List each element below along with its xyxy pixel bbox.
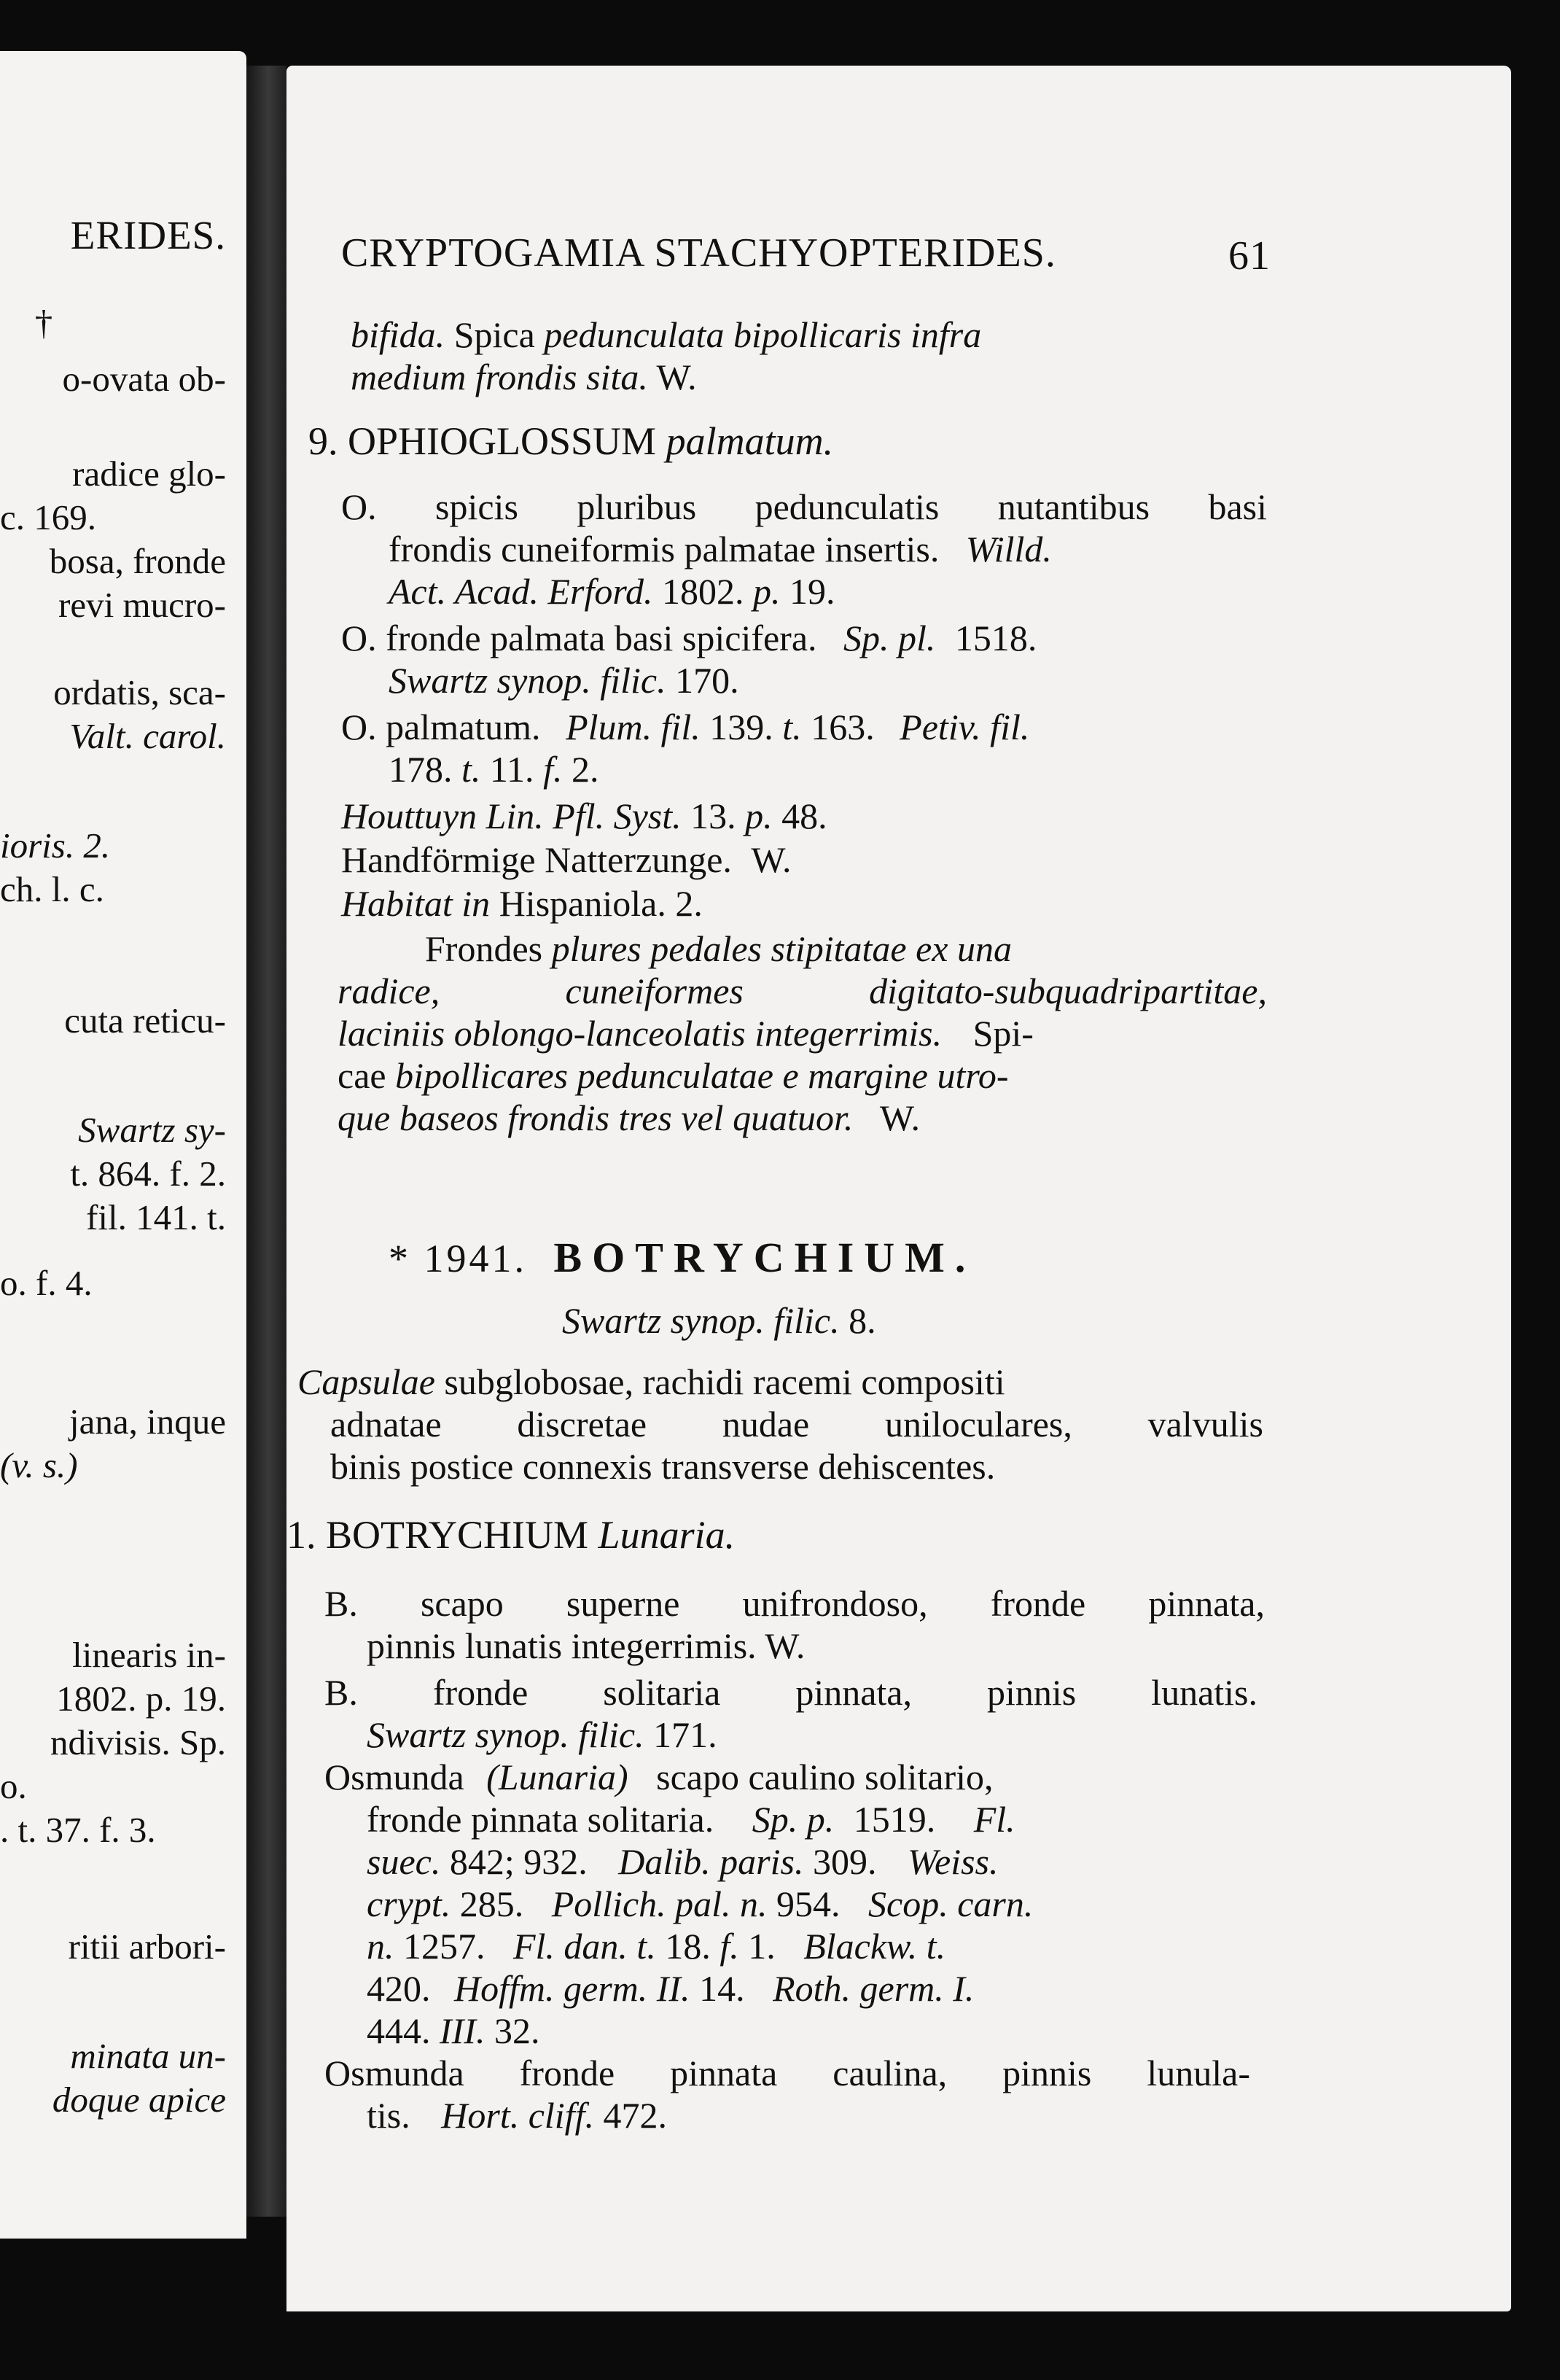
left-fragment: doque apice <box>52 2080 226 2120</box>
left-fragment: † <box>34 303 53 343</box>
synonym-line: pinnis lunatis integerrimis. W. <box>367 1625 806 1666</box>
continuation-line: bifida. Spica pedunculata bipollicaris infra <box>351 314 982 355</box>
description-line: cae bipollicares pedunculatae e margine utro- <box>338 1055 1009 1096</box>
synonym-line: Osmunda (Lunaria) scapo caulino solitario, <box>324 1757 994 1797</box>
synonym-line: B. scapo superne unifrondoso, fronde pinnata, <box>324 1583 1265 1624</box>
left-fragment: ordatis, sca- <box>53 672 226 712</box>
synonym-line: suec. 842; 932. Dalib. paris. 309. Weiss. <box>367 1841 999 1882</box>
right-page <box>286 66 1511 2311</box>
left-fragment: o. <box>0 1766 27 1806</box>
synonym-line: n. 1257. Fl. dan. t. 18. f. 1. Blackw. t. <box>367 1926 946 1967</box>
left-fragment: ritii arbori- <box>68 1926 226 1967</box>
page-number: 61 <box>1228 233 1271 279</box>
left-fragment: . t. 37. f. 3. <box>0 1810 156 1850</box>
left-fragment: fil. 141. t. <box>86 1197 226 1237</box>
synonym-line: crypt. 285. Pollich. pal. n. 954. Scop. carn. <box>367 1883 1034 1924</box>
book-spine-shadow <box>246 66 286 2217</box>
vernacular-name: Handförmige Natterzunge. W. <box>341 839 792 880</box>
left-fragment: ndivisis. Sp. <box>50 1722 226 1762</box>
left-running-head: ERIDES. <box>70 213 226 257</box>
reference-line: Houttuyn Lin. Pfl. Syst. 13. p. 48. <box>341 796 827 836</box>
left-fragment: ioris. 2. <box>0 825 111 866</box>
synonym-line: Swartz synop. filic. 171. <box>367 1714 717 1755</box>
genus-reference: Swartz synop. filic. 8. <box>562 1300 876 1341</box>
left-fragment: ch. l. c. <box>0 869 104 909</box>
species-heading: 9. OPHIOGLOSSUM palmatum. <box>308 419 834 463</box>
left-fragment: t. 864. f. 2. <box>70 1154 226 1194</box>
left-fragment: bosa, fronde <box>49 541 226 581</box>
synonym-line: B. fronde solitaria pinnata, pinnis lunatis. <box>324 1672 1257 1713</box>
genus-character: binis postice connexis transverse dehiscentes. <box>330 1446 996 1487</box>
description-line: que baseos frondis tres vel quatuor. W. <box>338 1097 920 1138</box>
synonym-line: O. spicis pluribus pedunculatis nutantibus basi <box>341 486 1267 527</box>
genus-character: adnatae discretae nudae uniloculares, valvulis <box>330 1404 1263 1444</box>
left-fragment: o-ovata ob- <box>62 359 226 399</box>
left-fragment: 1802. p. 19. <box>56 1679 226 1719</box>
left-fragment: Swartz sy- <box>78 1110 226 1150</box>
habitat-line: Habitat in Hispaniola. 2. <box>341 883 703 924</box>
synonym-line: Osmunda fronde pinnata caulina, pinnis lunula- <box>324 2053 1250 2093</box>
synonym-line: frondis cuneiformis palmatae insertis. Willd. <box>389 529 1052 569</box>
synonym-line: 178. t. 11. f. 2. <box>389 749 599 790</box>
left-fragment: (v. s.) <box>0 1445 78 1485</box>
left-page-fragment <box>0 51 246 2239</box>
description-line: Frondes plures pedales stipitatae ex una <box>425 928 1012 969</box>
synonym-line: O. palmatum. Plum. fil. 139. t. 163. Petiv. fil. <box>341 707 1030 747</box>
synonym-line: 444. III. 32. <box>367 2010 540 2051</box>
synonym-line: 420. Hoffm. germ. II. 14. Roth. germ. I. <box>367 1968 975 2009</box>
left-fragment: o. f. 4. <box>0 1263 93 1303</box>
synonym-line: O. fronde palmata basi spicifera. Sp. pl. 1518. <box>341 618 1037 658</box>
synonym-line: tis. Hort. cliff. 472. <box>367 2095 667 2136</box>
synonym-line: Act. Acad. Erford. 1802. p. 19. <box>389 571 835 612</box>
left-fragment: Valt. carol. <box>69 716 226 756</box>
left-fragment: minata un- <box>70 2036 226 2076</box>
description-line: laciniis oblongo-lanceolatis integerrimis. Spi- <box>338 1013 1034 1054</box>
left-fragment: linearis in- <box>72 1635 226 1675</box>
description-line: radice, cuneiformes digitato-subquadripartitae, <box>338 971 1267 1011</box>
synonym-line: fronde pinnata solitaria. Sp. p. 1519. Fl. <box>367 1799 1015 1840</box>
species-heading: 1. BOTRYCHIUM Lunaria. <box>286 1513 736 1557</box>
left-fragment: jana, inque <box>69 1401 226 1442</box>
left-fragment: cuta reticu- <box>64 1000 226 1041</box>
continuation-line: medium frondis sita. W. <box>351 357 697 397</box>
synonym-line: Swartz synop. filic. 170. <box>389 660 739 701</box>
left-fragment: c. 169. <box>0 497 96 537</box>
genus-character: Capsulae subglobosae, rachidi racemi compositi <box>297 1361 1005 1402</box>
running-head: CRYPTOGAMIA STACHYOPTERIDES. <box>341 230 1056 276</box>
left-fragment: radice glo- <box>72 454 226 494</box>
genus-heading: * 1941. BOTRYCHIUM. <box>389 1234 976 1281</box>
left-fragment: revi mucro- <box>58 585 226 625</box>
